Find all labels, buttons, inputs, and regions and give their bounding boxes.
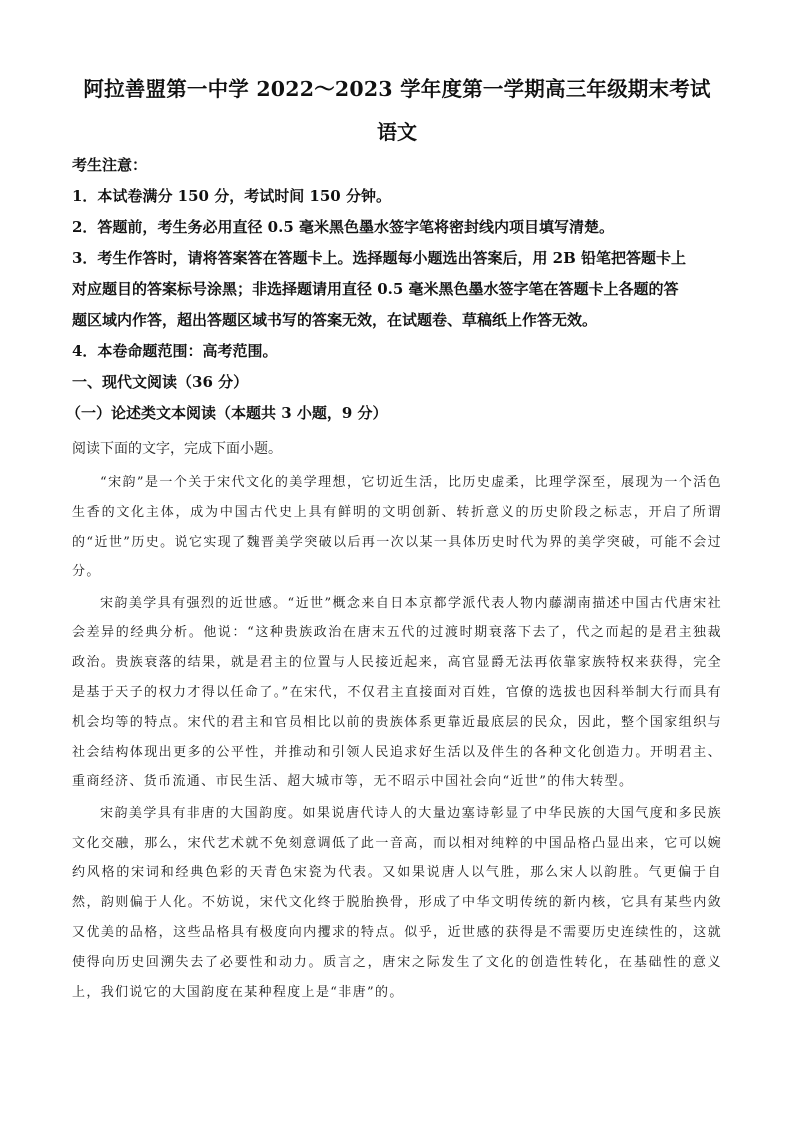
subject-title: 语文: [377, 120, 417, 144]
exam-notes: [66, 150, 722, 429]
section-subtitle: （一）论述类文本阅读（本题共 3 小题，9 分）: [66, 404, 388, 422]
passage-paragraph: 宋韵美学具有强烈的近世感。“近世”概念来自日本京都学派代表人物内藤湖南描述中国古代唐宋社会差异的经典分析。他说：“这种贵族政治在唐末五代的过渡时期衰落下去了，代之而起的是君主独裁政治。贵族衰落的结果，就是君主的位置与人民接近起来，高官显爵无法再依靠家族特权来获得，完全是基于天子的权力才得以任命了。”在宋代，不仅君主直接面对百姓，官僚的选拔也因科举制大行而具有机会均等的特点。宋代的君主和官员相比以前的贵族体系更靠近最底层的民众，因此，整个国家组织与社会结构体现出更多的公平性，并推动和引领人民追求好生活以及伴生的各种文化创造力。开明君主、重商经济、货币流通、市民生活、超大城市等，无不昭示中国社会向“近世”的伟大转型。: [72, 595, 722, 790]
note-line: 题区域内作答，超出答题区域书写的答案无效，在试题卷、草稿纸上作答无效。: [72, 311, 598, 329]
reading-passage: [72, 468, 722, 1009]
note-line: 3．考生作答时，请将答案答在答题卡上。选择题每小题选出答案后，用 2B 铅笔把答题卡上: [72, 249, 687, 267]
exam-title: 阿拉善盟第一中学 2022～2023 学年度第一学期高三年级期末考试: [83, 77, 711, 101]
note-line: 4．本卷命题范围：高考范围。: [72, 342, 278, 360]
note-line: 2．答题前，考生务必用直径 0.5 毫米黑色墨水签字笔将密封线内项目填写清楚。: [72, 218, 614, 236]
notes-heading: 考生注意：: [72, 156, 148, 174]
passage-paragraph: 宋韵美学具有非唐的大国韵度。如果说唐代诗人的大量边塞诗彰显了中华民族的大国气度和多民族文化交融，那么，宋代艺术就不免刻意调低了此一音高，而以相对纯粹的中国品格凸显出来，它可以婉约风格的宋词和经典色彩的天青色宋瓷为代表。又如果说唐人以气胜，那么宋人以韵胜。气更偏于自然，韵则偏于人化。不妨说，宋代文化终于脱胎换骨，形成了中华文明传统的新内核，它具有某些内敛又优美的品格，这些品格具有极度向内攫求的特点。似乎，近世感的获得是不需要历史连续性的，这就使得向历史回溯失去了必要性和动力。质言之，唐宋之际发生了文化的创造性转化，在基础性的意义上，我们说它的大国韵度在某种程度上是“非唐”的。: [72, 805, 722, 1000]
note-line: 对应题目的答案标号涂黑；非选择题请用直径 0.5 毫米黑色墨水签字笔在答题卡上各题的答: [72, 280, 679, 298]
passage-paragraph: “宋韵”是一个关于宋代文化的美学理想，它切近生活，比历史虚柔，比理学深至，展现为一个活色生香的文化主体，成为中国古代史上具有鲜明的文明创新、转折意义的历史阶段之标志，开启了所谓的“近世”历史。说它实现了魏晋美学突破以后再一次以某一具体历史时代为界的美学突破，可能不会过分。: [72, 475, 722, 580]
reading-instruction: 阅读下面的文字，完成下面小题。: [72, 441, 282, 457]
note-line: 1．本试卷满分 150 分，考试时间 150 分钟。: [72, 187, 391, 205]
section-title: 一、现代文阅读（36 分）: [72, 373, 249, 391]
